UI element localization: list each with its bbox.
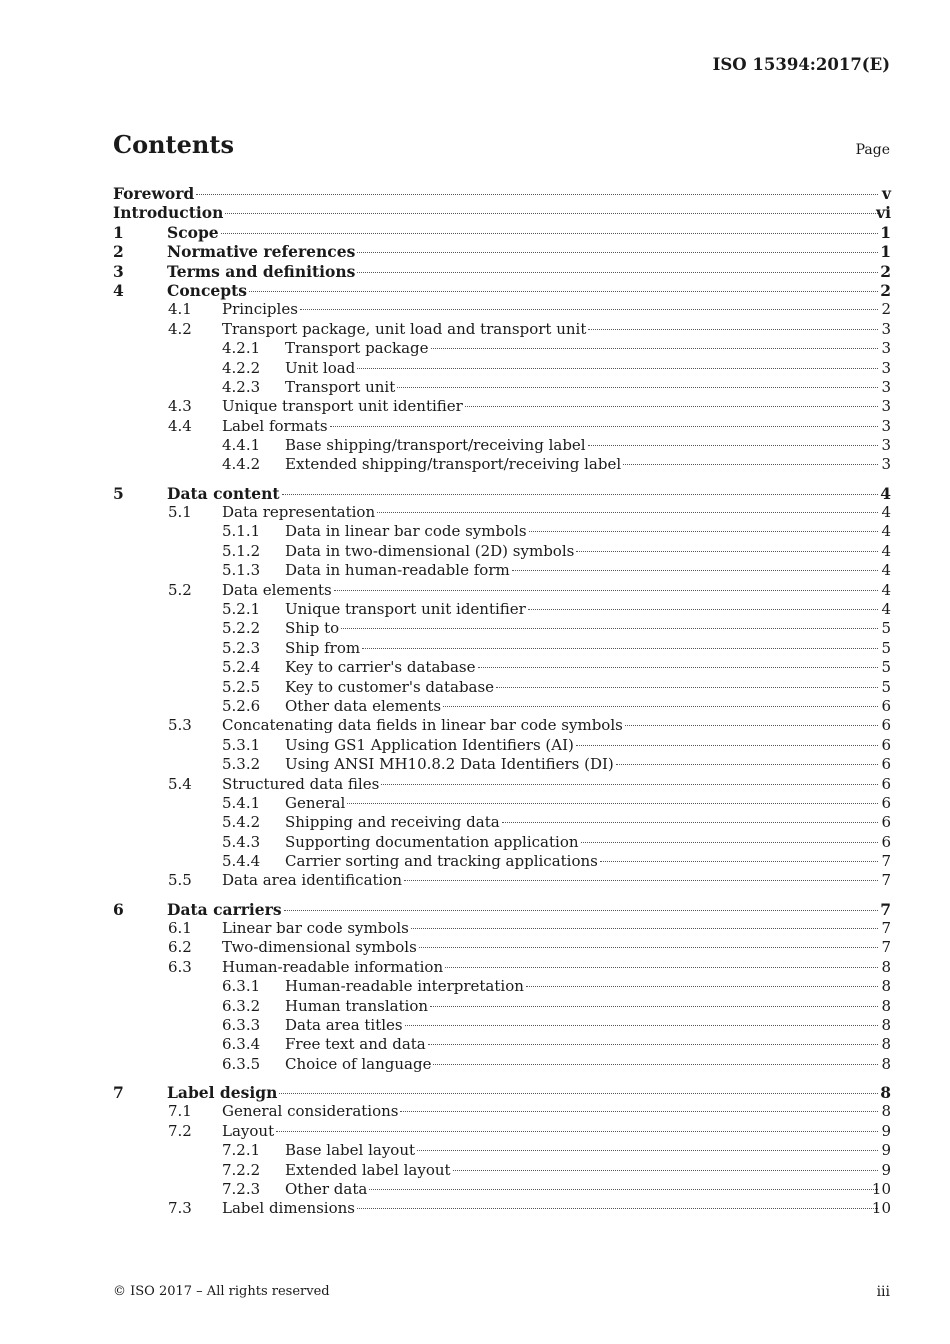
toc-entry-page[interactable]: 6	[881, 755, 891, 774]
toc-entry-page[interactable]: 6	[881, 832, 891, 851]
dot-leader	[225, 212, 878, 214]
toc-entry[interactable]	[113, 1122, 891, 1141]
toc-entry-page[interactable]: 3	[881, 358, 891, 377]
toc-entry-title[interactable]: Base label layout	[285, 1141, 416, 1160]
toc-entry[interactable]	[113, 417, 891, 436]
toc-entry-title[interactable]: Key to customer's database	[285, 677, 495, 696]
toc-entry-number: 7.2.1	[222, 1141, 261, 1160]
toc-entry-title[interactable]: Transport unit	[285, 377, 396, 396]
toc-entry-number: 7.2.3	[222, 1179, 261, 1198]
toc-entry[interactable]	[113, 1180, 891, 1199]
dot-leader	[397, 386, 878, 388]
toc-entry-number: 4.1	[168, 300, 192, 319]
toc-entry-number: 4.3	[168, 397, 192, 416]
toc-entry-page[interactable]: 4	[881, 541, 891, 560]
toc-entry[interactable]	[113, 736, 891, 755]
dot-leader	[528, 608, 878, 610]
toc-entry[interactable]	[113, 755, 891, 774]
toc-entry-number: 6	[113, 899, 124, 919]
dot-leader	[377, 511, 878, 513]
toc-entry[interactable]	[113, 813, 891, 832]
dot-leader	[357, 367, 878, 369]
dot-leader	[405, 1024, 878, 1026]
dot-leader	[430, 1005, 878, 1007]
toc-entry-title[interactable]: Ship to	[285, 619, 340, 638]
toc-entry-title[interactable]: Data in linear bar code symbols	[285, 522, 527, 541]
dot-leader	[276, 1130, 878, 1132]
toc-entry-title[interactable]: Unique transport unit identifier	[285, 600, 526, 618]
dot-leader	[581, 841, 878, 843]
dot-leader	[362, 647, 878, 649]
toc-entry-number: 6.3.1	[222, 977, 261, 996]
dot-leader	[334, 589, 878, 591]
toc-entry-title[interactable]: Introduction	[113, 203, 224, 223]
toc-entry-title[interactable]: Supporting documentation application	[285, 832, 579, 851]
toc-entry-number: 7.1	[168, 1102, 192, 1121]
toc-entry-title[interactable]: Base shipping/transport/receiving label	[285, 436, 586, 455]
toc-entry[interactable]	[113, 1141, 891, 1160]
table-of-contents	[113, 184, 891, 1219]
toc-entry-number: 5.1.1	[222, 522, 261, 541]
dot-leader	[625, 724, 878, 726]
toc-entry-page[interactable]: 8	[881, 1016, 891, 1034]
toc-entry-page[interactable]: 4	[880, 483, 891, 503]
dot-leader	[400, 1110, 878, 1112]
toc-entry-page[interactable]: 8	[881, 1102, 891, 1121]
toc-entry-page[interactable]: 7	[881, 852, 891, 871]
toc-entry[interactable]	[113, 1199, 891, 1218]
toc-entry-title[interactable]: Carrier sorting and tracking applications	[285, 852, 598, 871]
toc-entry[interactable]	[113, 242, 891, 261]
dot-leader	[512, 569, 878, 571]
toc-entry-page[interactable]: 4	[881, 503, 891, 522]
toc-entry-page[interactable]: 1	[880, 222, 891, 242]
toc-entry-number: 5.2.3	[222, 638, 261, 657]
toc-entry[interactable]	[113, 397, 891, 416]
dot-leader	[588, 328, 878, 330]
toc-entry-title[interactable]: Label formats	[222, 416, 328, 435]
toc-entry-number: 5.4.2	[222, 813, 261, 832]
toc-entry-number: 5.4.3	[222, 832, 261, 851]
dot-leader	[411, 927, 878, 929]
toc-entry-number: 5.2.4	[222, 658, 261, 677]
toc-entry-page[interactable]: 8	[881, 977, 891, 996]
toc-entry[interactable]	[113, 716, 891, 735]
dot-leader	[221, 232, 878, 234]
toc-entry-title[interactable]: Using GS1 Application Identifiers (AI)	[285, 735, 574, 754]
toc-entry[interactable]	[113, 900, 891, 919]
toc-entry-title[interactable]: Human-readable interpretation	[285, 977, 524, 996]
dot-leader	[465, 405, 878, 407]
toc-entry-page[interactable]: 8	[881, 957, 891, 976]
dot-leader	[428, 1043, 878, 1045]
dot-leader	[502, 821, 878, 823]
toc-entry[interactable]	[113, 359, 891, 378]
toc-entry[interactable]	[113, 1055, 891, 1074]
toc-entry-title[interactable]: Transport package, unit load and transport unit	[222, 319, 587, 338]
toc-entry-number: 5.4	[168, 774, 192, 793]
toc-entry-title[interactable]: Data in two-dimensional (2D) symbols	[285, 541, 575, 560]
toc-entry-title[interactable]: Data representation	[222, 503, 376, 522]
toc-entry-number: 6.3.3	[222, 1016, 261, 1034]
toc-entry[interactable]	[113, 1161, 891, 1180]
toc-entry[interactable]	[113, 436, 891, 455]
toc-entry-title[interactable]: Scope	[167, 222, 219, 242]
toc-entry-number: 4.4.1	[222, 436, 261, 455]
toc-entry-page[interactable]: 3	[881, 455, 891, 474]
dot-leader	[357, 251, 878, 253]
dot-leader	[357, 271, 878, 273]
toc-entry-number: 6.3.2	[222, 996, 261, 1015]
toc-entry[interactable]	[113, 339, 891, 358]
dot-leader	[433, 1063, 878, 1065]
toc-entry-page[interactable]: 3	[881, 416, 891, 435]
toc-entry-title[interactable]: Linear bar code symbols	[222, 919, 409, 938]
toc-entry-title[interactable]: Principles	[222, 300, 298, 319]
toc-entry-page[interactable]: 5	[881, 658, 891, 677]
dot-leader	[623, 463, 878, 465]
toc-entry-page[interactable]: 4	[881, 580, 891, 599]
toc-entry-page[interactable]: 3	[881, 436, 891, 455]
toc-entry-title[interactable]: Layout	[222, 1121, 275, 1140]
toc-entry-page[interactable]: 5	[881, 638, 891, 657]
toc-entry[interactable]	[113, 281, 891, 300]
toc-entry-title[interactable]: Human-readable information	[222, 957, 444, 976]
dot-leader	[443, 705, 878, 707]
toc-entry-number: 2	[113, 242, 124, 262]
toc-entry-page[interactable]: 10	[871, 1179, 891, 1198]
toc-entry-number: 6.1	[168, 919, 192, 938]
toc-entry-title[interactable]: Transport package	[285, 339, 429, 358]
toc-entry[interactable]	[113, 678, 891, 697]
toc-entry-number: 6.3.5	[222, 1054, 261, 1073]
toc-entry-title[interactable]: Using ANSI MH10.8.2 Data Identifiers (DI)	[285, 755, 614, 774]
dot-leader	[196, 193, 878, 195]
toc-entry-page[interactable]: 8	[881, 1035, 891, 1054]
toc-entry-title[interactable]: Extended shipping/transport/receiving label	[285, 455, 622, 474]
toc-entry[interactable]	[113, 542, 891, 561]
toc-entry[interactable]	[113, 262, 891, 281]
toc-entry-number: 7	[113, 1082, 124, 1102]
toc-entry-page[interactable]: 4	[881, 600, 891, 618]
toc-entry-number: 6.3	[168, 957, 192, 976]
dot-leader	[431, 347, 878, 349]
dot-leader	[330, 425, 878, 427]
toc-entry[interactable]	[113, 300, 891, 319]
toc-entry[interactable]	[113, 1035, 891, 1054]
toc-entry[interactable]	[113, 938, 891, 957]
dot-leader	[576, 744, 878, 746]
toc-entry-page[interactable]: vi	[876, 203, 891, 223]
toc-entry[interactable]	[113, 184, 891, 203]
toc-entry-title[interactable]: Label dimensions	[222, 1199, 355, 1218]
dot-leader	[284, 909, 878, 911]
toc-entry[interactable]	[113, 1102, 891, 1121]
toc-entry-title[interactable]: General	[285, 793, 346, 812]
toc-entry-title[interactable]: Data area identification	[222, 871, 403, 890]
toc-entry-number: 5.2.5	[222, 677, 261, 696]
toc-entry-number: 4.2	[168, 319, 192, 338]
toc-entry[interactable]	[113, 852, 891, 871]
toc-entry-title[interactable]: Normative references	[167, 242, 356, 262]
dot-leader	[357, 1207, 878, 1209]
toc-entry-number: 5.1	[168, 503, 192, 522]
toc-entry-number: 4.4.2	[222, 455, 261, 474]
toc-entry-number: 5.2.2	[222, 619, 261, 638]
toc-entry-page[interactable]: v	[881, 184, 891, 203]
toc-entry[interactable]	[113, 919, 891, 938]
toc-entry-title[interactable]: Concatenating data fields in linear bar code symbols	[222, 716, 623, 735]
toc-entry[interactable]	[113, 639, 891, 658]
toc-entry-page[interactable]: 7	[881, 871, 891, 890]
toc-entry-title[interactable]: Choice of language	[285, 1054, 432, 1073]
toc-entry-title[interactable]: Unit load	[285, 358, 356, 377]
dot-leader	[419, 946, 878, 948]
dot-leader	[404, 879, 878, 881]
toc-entry-page[interactable]: 6	[881, 696, 891, 715]
toc-entry[interactable]	[113, 794, 891, 813]
toc-entry-title[interactable]: Extended label layout	[285, 1160, 451, 1179]
toc-entry-page[interactable]: 2	[880, 280, 891, 300]
dot-leader	[576, 550, 878, 552]
toc-entry-page[interactable]: 2	[881, 300, 891, 319]
toc-entry-page[interactable]: 3	[881, 339, 891, 358]
toc-entry-number: 5.1.3	[222, 561, 261, 580]
toc-entry-number: 5.4.4	[222, 852, 261, 871]
toc-entry[interactable]	[113, 223, 891, 242]
dot-leader	[445, 966, 878, 968]
toc-entry-number: 5.1.2	[222, 541, 261, 560]
toc-entry[interactable]	[113, 697, 891, 716]
toc-entry-page[interactable]: 6	[881, 735, 891, 754]
dot-leader	[478, 666, 878, 668]
copyright-notice: © ISO 2017 – All rights reserved	[113, 1284, 330, 1299]
toc-entry-title[interactable]: Data content	[167, 483, 280, 503]
dot-leader	[381, 783, 878, 785]
dot-leader	[341, 627, 878, 629]
toc-entry-title[interactable]: Unique transport unit identifier	[222, 397, 463, 416]
toc-entry[interactable]	[113, 658, 891, 677]
toc-entry-number: 4.4	[168, 416, 192, 435]
toc-entry-page[interactable]: 6	[881, 716, 891, 735]
toc-entry-title[interactable]: Ship from	[285, 638, 361, 657]
toc-entry[interactable]	[113, 455, 891, 474]
dot-leader	[588, 444, 878, 446]
dot-leader	[417, 1149, 878, 1151]
toc-entry-number: 5	[113, 483, 124, 503]
toc-entry-title[interactable]: Other data elements	[285, 696, 442, 715]
toc-entry-page[interactable]: 5	[881, 677, 891, 696]
toc-entry-page[interactable]: 3	[881, 377, 891, 396]
toc-entry-title[interactable]: General considerations	[222, 1102, 399, 1121]
toc-entry-page[interactable]: 9	[881, 1121, 891, 1140]
page-title: Contents	[113, 130, 234, 159]
toc-entry-page[interactable]: 7	[880, 899, 891, 919]
toc-entry-number: 5.3.2	[222, 755, 261, 774]
toc-entry[interactable]	[113, 833, 891, 852]
toc-entry[interactable]	[113, 775, 891, 794]
toc-entry[interactable]	[113, 484, 891, 503]
toc-entry[interactable]	[113, 561, 891, 580]
toc-entry-number: 4.2.1	[222, 339, 261, 358]
toc-entry-title[interactable]: Data elements	[222, 580, 332, 599]
toc-entry-page[interactable]: 3	[881, 319, 891, 338]
toc-entry[interactable]	[113, 522, 891, 541]
toc-entry-page[interactable]: 1	[880, 242, 891, 262]
toc-entry-page[interactable]: 6	[881, 793, 891, 812]
dot-leader	[496, 686, 878, 688]
toc-entry-page[interactable]: 5	[881, 619, 891, 638]
toc-entry-title[interactable]: Shipping and receiving data	[285, 813, 500, 832]
toc-entry-number: 5.3.1	[222, 735, 261, 754]
dot-leader	[347, 802, 878, 804]
toc-entry-title[interactable]: Two-dimensional symbols	[222, 938, 417, 957]
toc-entry-number: 5.2.1	[222, 600, 261, 618]
page-column-label: Page	[855, 142, 890, 158]
toc-entry[interactable]	[113, 203, 891, 222]
toc-entry-page[interactable]: 7	[881, 938, 891, 957]
toc-entry[interactable]	[113, 997, 891, 1016]
dot-leader	[279, 1092, 878, 1094]
dot-leader	[526, 985, 878, 987]
toc-entry-title[interactable]: Other data	[285, 1179, 368, 1198]
toc-entry-page[interactable]: 9	[881, 1160, 891, 1179]
toc-entry[interactable]	[113, 1016, 891, 1035]
toc-entry[interactable]	[113, 378, 891, 397]
toc-entry-page[interactable]: 4	[881, 522, 891, 541]
toc-entry[interactable]	[113, 503, 891, 522]
toc-entry[interactable]	[113, 600, 891, 619]
toc-entry-page[interactable]: 8	[880, 1082, 891, 1102]
toc-entry-page[interactable]: 9	[881, 1141, 891, 1160]
toc-entry-page[interactable]: 6	[881, 813, 891, 832]
toc-entry-page[interactable]: 10	[871, 1199, 891, 1218]
toc-entry-number: 5.2	[168, 580, 192, 599]
toc-entry-title[interactable]: Data carriers	[167, 899, 282, 919]
toc-entry-number: 6.3.4	[222, 1035, 261, 1054]
dot-leader	[369, 1188, 878, 1190]
toc-entry[interactable]	[113, 619, 891, 638]
toc-entry-page[interactable]: 2	[880, 261, 891, 281]
toc-entry-page[interactable]: 3	[881, 397, 891, 416]
toc-entry-number: 7.2	[168, 1121, 192, 1140]
toc-entry-number: 4.2.2	[222, 358, 261, 377]
toc-entry-number: 5.2.6	[222, 696, 261, 715]
toc-entry-number: 4	[113, 280, 124, 300]
toc-entry-title[interactable]: Data area titles	[285, 1016, 403, 1034]
toc-entry-number: 6.2	[168, 938, 192, 957]
toc-entry-title[interactable]: Foreword	[113, 184, 195, 203]
toc-entry-title[interactable]: Concepts	[167, 280, 247, 300]
dot-leader	[249, 290, 878, 292]
toc-entry[interactable]	[113, 581, 891, 600]
page-number: iii	[876, 1284, 890, 1300]
toc-entry-title[interactable]: Free text and data	[285, 1035, 426, 1054]
dot-leader	[282, 493, 878, 495]
toc-entry-page[interactable]: 7	[881, 919, 891, 938]
toc-entry[interactable]	[113, 1083, 891, 1102]
toc-entry[interactable]	[113, 977, 891, 996]
toc-entry[interactable]	[113, 320, 891, 339]
toc-entry-title[interactable]: Structured data files	[222, 774, 380, 793]
toc-entry-number: 1	[113, 222, 124, 242]
toc-entry-number: 7.3	[168, 1199, 192, 1218]
toc-entry-title[interactable]: Key to carrier's database	[285, 658, 476, 677]
toc-entry-number: 3	[113, 261, 124, 281]
toc-entry[interactable]	[113, 958, 891, 977]
toc-entry-page[interactable]: 8	[881, 1054, 891, 1073]
toc-entry-page[interactable]: 6	[881, 774, 891, 793]
dot-leader	[616, 763, 878, 765]
dot-leader	[300, 308, 878, 310]
toc-entry-number: 7.2.2	[222, 1160, 261, 1179]
toc-entry-title[interactable]: Label design	[167, 1082, 278, 1102]
toc-entry-page[interactable]: 4	[881, 561, 891, 580]
toc-entry-title[interactable]: Data in human-readable form	[285, 561, 510, 580]
toc-entry[interactable]	[113, 871, 891, 890]
toc-entry-number: 5.5	[168, 871, 192, 890]
toc-entry-number: 5.4.1	[222, 793, 261, 812]
document-identifier: ISO 15394:2017(E)	[712, 55, 890, 74]
toc-entry-title[interactable]: Human translation	[285, 996, 429, 1015]
toc-entry-page[interactable]: 8	[881, 996, 891, 1015]
dot-leader	[529, 530, 878, 532]
dot-leader	[453, 1169, 878, 1171]
toc-entry-number: 5.3	[168, 716, 192, 735]
toc-entry-title[interactable]: Terms and definitions	[167, 261, 356, 281]
toc-entry-number: 4.2.3	[222, 377, 261, 396]
dot-leader	[600, 860, 878, 862]
